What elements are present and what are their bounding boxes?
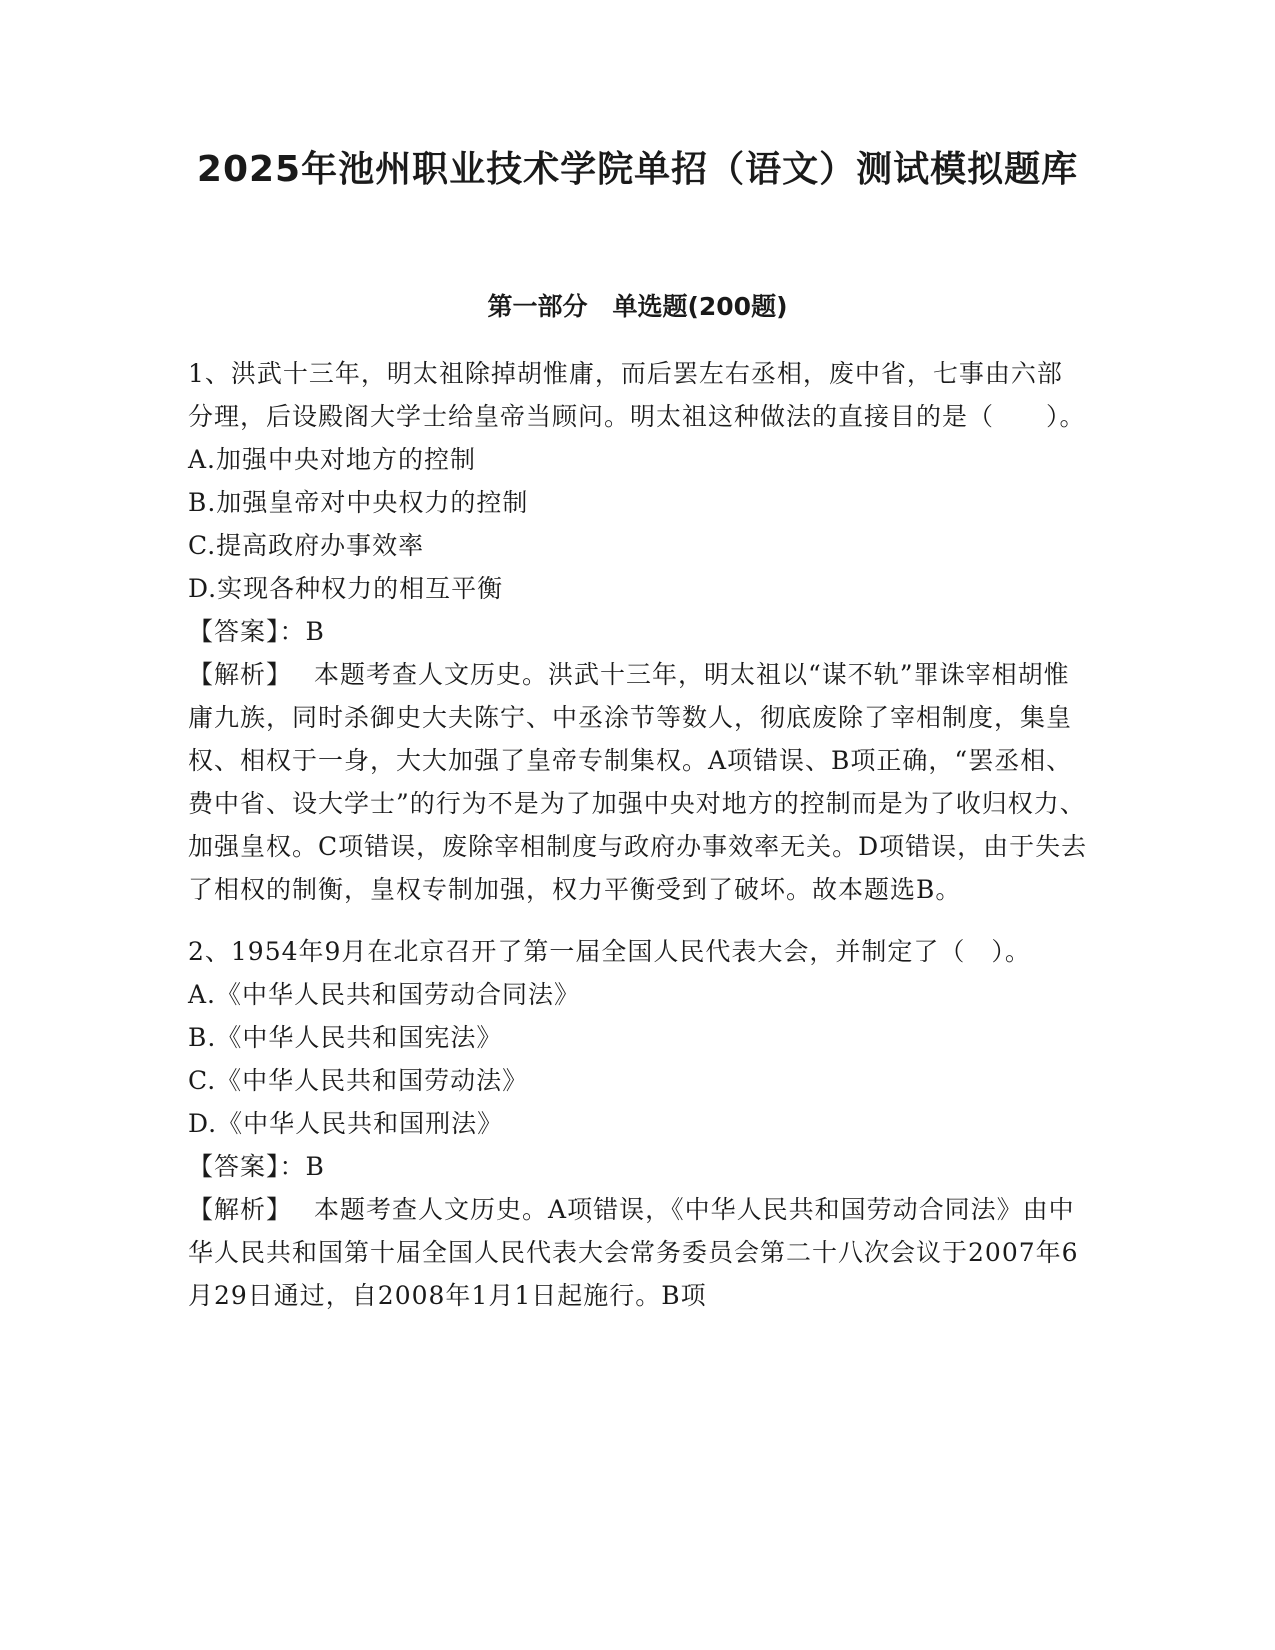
document-title: 2025年池州职业技术学院单招（语文）测试模拟题库 <box>196 149 1079 190</box>
answer-line: 【答案】：B <box>188 1152 325 1181</box>
analysis-label: 【解析】 <box>188 660 293 689</box>
section-title: 第一部分 单选题(200题) <box>487 292 788 321</box>
question-stem: 2、1954年9月在北京召开了第一届全国人民代表大会，并制定了（ ）。 <box>188 937 1031 966</box>
analysis-label: 【解析】 <box>188 1195 293 1224</box>
option-c: C.提高政府办事效率 <box>188 531 425 560</box>
option-c: C.《中华人民共和国劳动法》 <box>188 1066 529 1095</box>
option-d: D.《中华人民共和国刑法》 <box>188 1109 504 1138</box>
option-b: B.加强皇帝对中央权力的控制 <box>188 488 529 517</box>
analysis-block <box>188 653 1088 911</box>
answer-line: 【答案】：B <box>188 617 325 646</box>
analysis-text: 本题考查人文历史。洪武十三年，明太祖以“谋不轨”罪诛宰相胡惟庸九族，同时杀御史大夫陈宁、中丞涂节等数人，彻底废除了宰相制度，集皇权、相权于一身，大大加强了皇帝专制集权。A项错误、B项正确，“罢丞相、费中省、设大学士”的行为不是为了加强中央对地方的控制而是为了收归权力、加强皇权。C项错误，废除宰相制度与政府办事效率无关。D项错误，由于失去了相权的制衡，皇权专制加强，权力平衡受到了破坏。故本题选B。 <box>188 660 1088 904</box>
question-stem: 1、洪武十三年，明太祖除掉胡惟庸，而后罢左右丞相，废中省，七事由六部分理，后设殿阁大学士给皇帝当顾问。明太祖这种做法的直接目的是（ ）。 <box>188 359 1086 431</box>
analysis-block <box>188 1188 1088 1317</box>
question-list <box>188 352 1088 1317</box>
question-item <box>188 930 1088 1317</box>
option-d: D.实现各种权力的相互平衡 <box>188 574 504 603</box>
option-a: A.《中华人民共和国劳动合同法》 <box>188 980 581 1009</box>
analysis-text: 本题考查人文历史。A项错误，《中华人民共和国劳动合同法》由中华人民共和国第十届全国人民代表大会常务委员会第二十八次会议于2007年6月29日通过，自2008年1月1日起施行。B项 <box>188 1195 1079 1310</box>
option-a: A.加强中央对地方的控制 <box>188 445 477 474</box>
option-b: B.《中华人民共和国宪法》 <box>188 1023 503 1052</box>
question-item <box>188 352 1088 911</box>
